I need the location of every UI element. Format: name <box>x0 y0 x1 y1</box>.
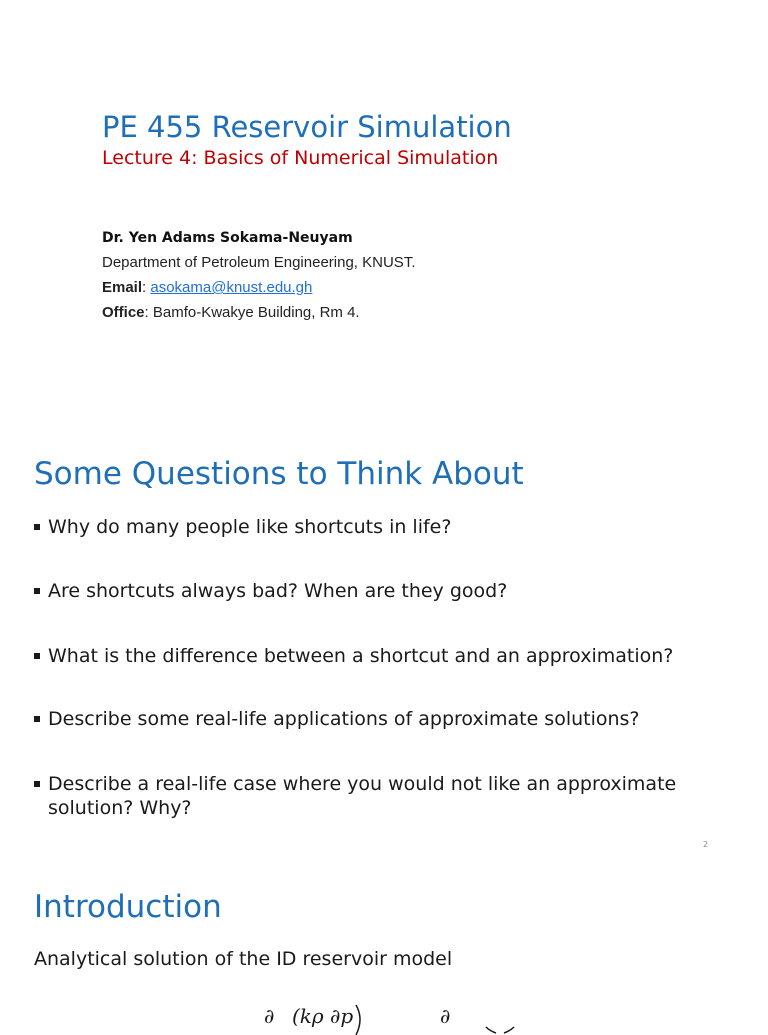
page-number: 2 <box>703 840 709 849</box>
office-value: : Bamfo-Kwakye Building, Rm 4. <box>144 304 360 321</box>
title-slide <box>0 0 768 420</box>
email-link[interactable]: asokama@knust.edu.gh <box>150 279 313 296</box>
office-line <box>102 304 360 321</box>
questions-slide <box>0 420 768 855</box>
list-item <box>34 579 734 603</box>
list-item-text: Describe some real-life applications of approximate solutions? <box>48 708 640 730</box>
lecture-title: Lecture 4: Basics of Numerical Simulation <box>102 147 499 169</box>
email-line <box>102 279 312 296</box>
introduction-slide <box>0 855 768 1028</box>
introduction-heading: Introduction <box>34 889 222 925</box>
bullet-square-icon <box>34 588 40 594</box>
course-title: PE 455 Reservoir Simulation <box>102 110 512 144</box>
author-name: Dr. Yen Adams Sokama-Neuyam <box>102 230 353 246</box>
office-label: Office <box>102 304 145 321</box>
list-item-text: Describe a real-life case where you would not like an approximate solution? Why? <box>48 773 677 819</box>
equation-paren-left-2 <box>486 1027 496 1033</box>
equation-paren-right-2 <box>504 1027 514 1033</box>
list-item <box>34 515 734 539</box>
bullet-square-icon <box>34 524 40 530</box>
list-item-text: Are shortcuts always bad? When are they good? <box>48 580 508 602</box>
equation-group: (kρ ∂p <box>292 1004 354 1028</box>
list-item <box>34 644 734 668</box>
bullet-square-icon <box>34 716 40 722</box>
equation-partial-2: ∂ <box>440 1004 451 1028</box>
equation-paren-right <box>356 1005 360 1035</box>
list-item <box>34 707 734 731</box>
introduction-text: Analytical solution of the ID reservoir model <box>34 948 453 970</box>
equation-partial-1: ∂ <box>264 1004 275 1028</box>
list-item-text: Why do many people like shortcuts in life? <box>48 516 452 538</box>
email-label: Email <box>102 279 143 296</box>
email-separator: : <box>142 279 151 296</box>
list-item <box>34 772 734 820</box>
bullet-square-icon <box>34 653 40 659</box>
department-line: Department of Petroleum Engineering, KNUST. <box>102 254 416 271</box>
diffusivity-equation <box>260 995 540 1035</box>
bullet-square-icon <box>34 781 40 787</box>
list-item-text: What is the difference between a shortcut and an approximation? <box>48 645 674 667</box>
questions-heading: Some Questions to Think About <box>34 456 524 492</box>
